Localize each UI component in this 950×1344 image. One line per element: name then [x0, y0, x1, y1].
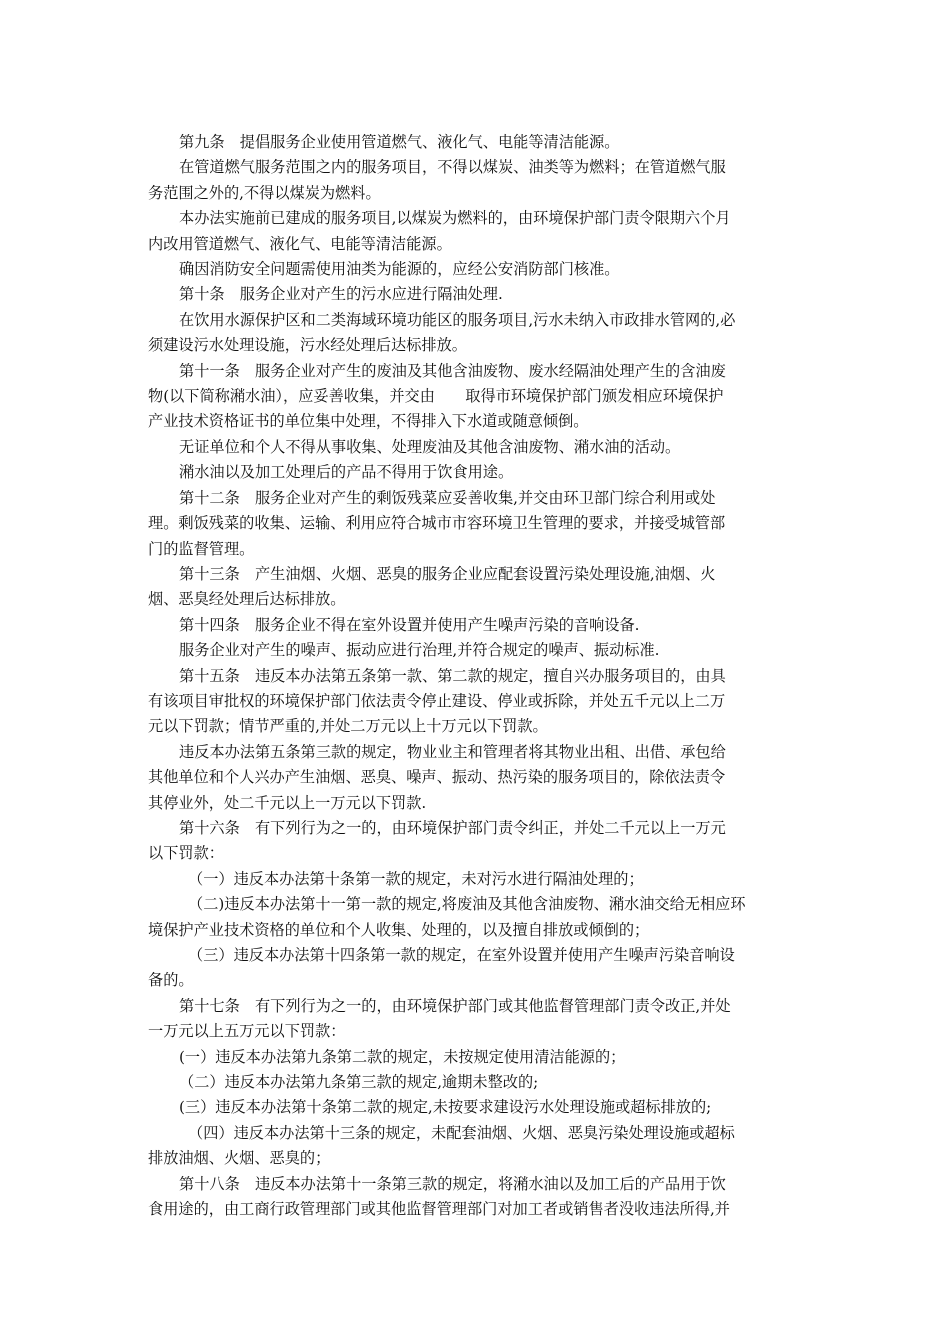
text-line: 第十三条 产生油烟、火烟、恶臭的服务企业应配套设置污染处理设施,油烟、火: [179, 564, 716, 583]
paragraph: [148, 613, 803, 638]
text-line: （一）违反本办法第十条第一款的规定，未对污水进行隔油处理的；: [188, 869, 644, 888]
text-line: （二）违反本办法第九条第三款的规定,逾期未整改的;: [179, 1073, 539, 1092]
text-line: 其停业外，处二千元以上一万元以下罚款.: [148, 793, 427, 812]
text-line: 确因消防安全问题需使用油类为能源的，应经公安消防部门核准。: [179, 260, 620, 279]
text-line: 内改用管道燃气、液化气、电能等清洁能源。: [148, 234, 452, 253]
paragraph: [148, 994, 803, 1045]
text-line: 烟、恶臭经处理后达标排放。: [148, 590, 346, 609]
text-line: 元以下罚款；情节严重的,并处二万元以上十万元以下罚款。: [148, 717, 548, 736]
paragraph: [148, 155, 803, 206]
text-line: 第十条 服务企业对产生的污水应进行隔油处理.: [179, 285, 503, 304]
paragraph: [148, 359, 803, 435]
text-line: 境保护产业技术资格的单位和个人收集、处理的，以及擅自排放或倾倒的；: [148, 920, 650, 939]
paragraph: [148, 460, 803, 485]
paragraph: [148, 130, 803, 155]
paragraph: [148, 1121, 803, 1172]
paragraph: [148, 282, 803, 307]
text-line: （二)违反本办法第十一第一款的规定,将废油及其他含油废物、潲水油交给无相应环: [188, 895, 746, 914]
text-line: 潲水油以及加工处理后的产品不得用于饮食用途。: [179, 463, 514, 482]
paragraph: [148, 562, 803, 613]
text-line: (三）违反本办法第十条第二款的规定,未按要求建设污水处理设施或超标排放的;: [179, 1098, 712, 1117]
text-line: 门的监督管理。: [148, 539, 255, 558]
text-line: 务范围之外的,不得以煤炭为燃料。: [148, 183, 381, 202]
text-line: 第十六条 有下列行为之一的，由环境保护部门责令纠正，并处二千元以上一万元: [179, 818, 726, 837]
text-line: 第十五条 违反本办法第五条第一款、第二款的规定，擅自兴办服务项目的，由具: [179, 666, 726, 685]
paragraph: [148, 1172, 803, 1223]
text-line: 第十七条 有下列行为之一的，由环境保护部门或其他监督管理部门责令改正,并处: [179, 996, 731, 1015]
text-line: 食用途的，由工商行政管理部门或其他监督管理部门对加工者或销售者没收违法所得,并: [148, 1200, 730, 1219]
paragraph: [148, 638, 803, 663]
paragraph: [148, 892, 803, 943]
text-line: 排放油烟、火烟、恶臭的；: [148, 1149, 331, 1168]
text-line: 第十四条 服务企业不得在室外设置并使用产生噪声污染的音响设备.: [179, 615, 640, 634]
text-line: 本办法实施前已建成的服务项目,以煤炭为燃料的，由环境保护部门责令限期六个月: [179, 209, 731, 228]
text-line: 第九条 提倡服务企业使用管道燃气、液化气、电能等清洁能源。: [179, 133, 620, 151]
paragraph: [148, 1070, 803, 1095]
paragraph: [148, 740, 803, 816]
paragraph: [148, 943, 803, 994]
paragraph: [148, 435, 803, 460]
paragraph: [148, 206, 803, 257]
text-line: 有该项目审批权的环境保护部门依法责令停止建设、停业或拆除，并处五千元以上二万: [148, 691, 726, 710]
text-line: 一万元以上五万元以下罚款：: [148, 1022, 346, 1041]
text-line: 服务企业对产生的噪声、振动应进行治理,并符合规定的噪声、振动标准.: [179, 641, 660, 660]
paragraph: [148, 867, 803, 892]
paragraph: [148, 1095, 803, 1120]
text-line: （三）违反本办法第十四条第一款的规定，在室外设置并使用产生噪声污染音响设: [188, 946, 735, 964]
text-line: 以下罚款：: [148, 844, 224, 863]
text-line: 第十八条 违反本办法第十一条第三款的规定，将潲水油以及加工后的产品用于饮: [179, 1174, 726, 1193]
paragraph: [148, 664, 803, 740]
text-line: 产业技术资格证书的单位集中处理，不得排入下水道或随意倾倒。: [148, 412, 589, 431]
paragraph: [148, 486, 803, 562]
text-line: 备的。: [148, 971, 194, 990]
paragraph: [148, 308, 803, 359]
text-line: 第十二条 服务企业对产生的剩饭残菜应妥善收集,并交由环卫部门综合利用或处: [179, 488, 716, 507]
text-line: 理。剩饭残菜的收集、运输、利用应符合城市市容环境卫生管理的要求，并接受城管部: [148, 514, 726, 533]
text-line: 在管道燃气服务范围之内的服务项目，不得以煤炭、油类等为燃料；在管道燃气服: [179, 158, 726, 177]
text-line: （四）违反本办法第十三条的规定，未配套油烟、火烟、恶臭污染处理设施或超标: [188, 1123, 735, 1142]
text-line: 在饮用水源保护区和二类海域环境功能区的服务项目,污水未纳入市政排水管网的,必: [179, 310, 736, 329]
paragraph: [148, 1045, 803, 1070]
document-page: [148, 130, 803, 1222]
paragraph: [148, 816, 803, 867]
text-line: 第十一条 服务企业对产生的废油及其他含油废物、废水经隔油处理产生的含油废: [179, 361, 726, 380]
text-line: 违反本办法第五条第三款的规定，物业业主和管理者将其物业出租、出借、承包给: [179, 742, 726, 761]
text-line: 物(以下简称潲水油），应妥善收集，并交由 取得市环境保护部门颁发相应环境保护: [148, 387, 724, 406]
text-line: 无证单位和个人不得从事收集、处理废油及其他含油废物、潲水油的活动。: [179, 437, 681, 456]
paragraph: [148, 257, 803, 282]
text-line: (一）违反本办法第九条第二款的规定，未按规定使用清洁能源的；: [179, 1047, 626, 1066]
text-line: 其他单位和个人兴办产生油烟、恶臭、噪声、振动、热污染的服务项目的，除依法责令: [148, 768, 726, 787]
text-line: 须建设污水处理设施，污水经处理后达标排放。: [148, 336, 467, 355]
